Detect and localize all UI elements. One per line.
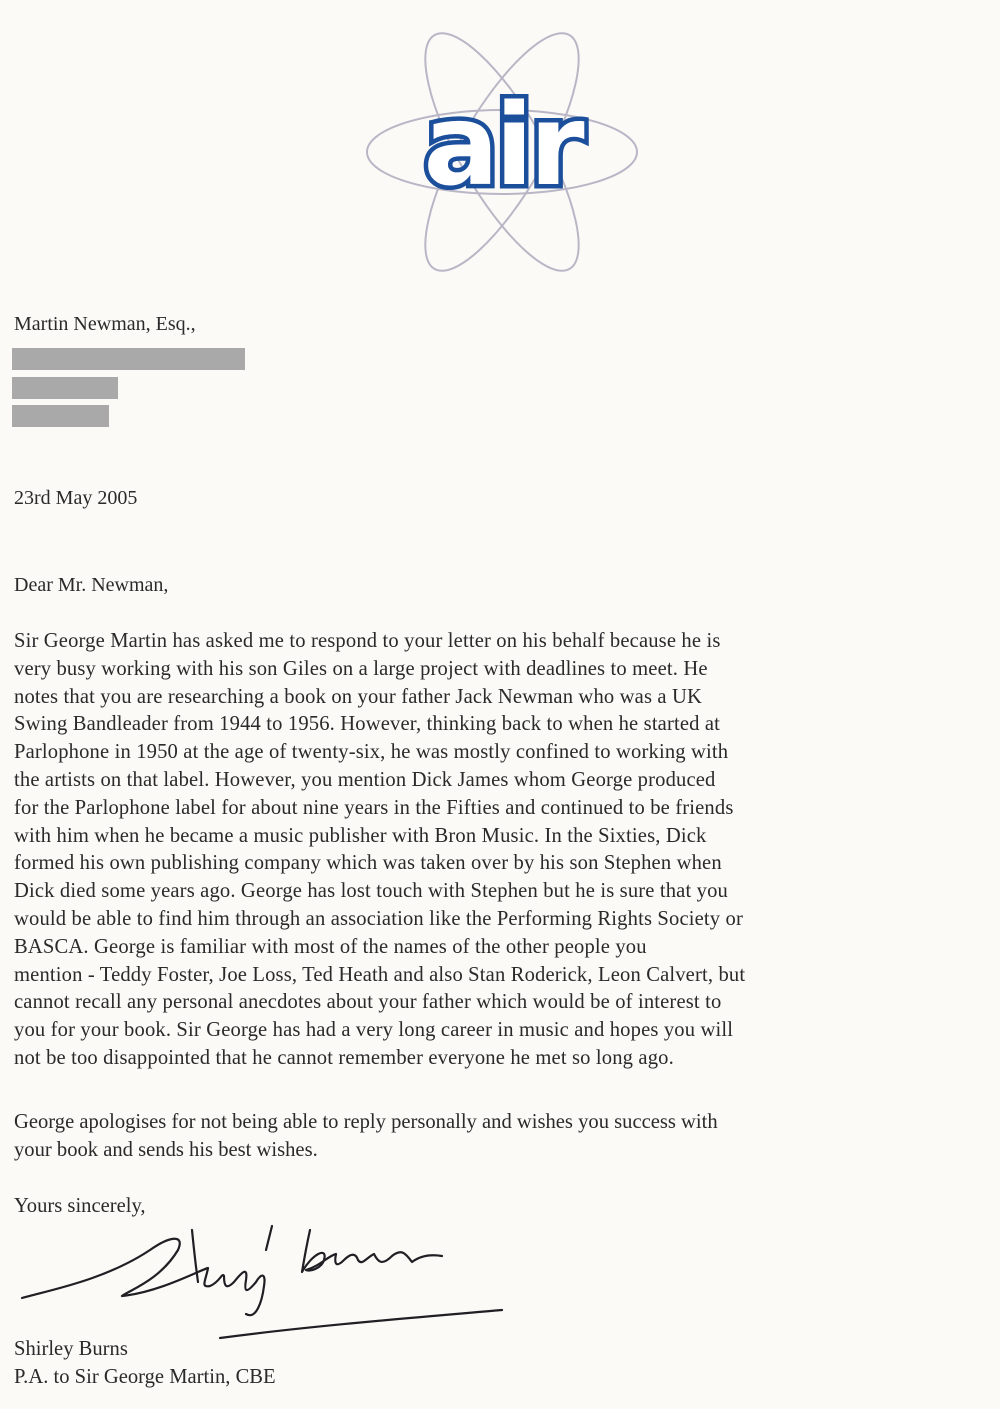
body-line: mention - Teddy Foster, Joe Loss, Ted Heath and also Stan Roderick, Leon Calvert, but [14,963,746,986]
signatory-name: Shirley Burns [14,1338,128,1360]
redacted-address-line [12,405,109,427]
body-line: Swing Bandleader from 1944 to 1956. However, thinking back to when he started at [14,713,721,736]
body-line: Parlophone in 1950 at the age of twenty-six, he was mostly confined to working with [14,741,729,764]
salutation: Dear Mr. Newman, [14,574,169,596]
body-line: Sir George Martin has asked me to respond to your letter on his behalf because he is [14,630,721,652]
redacted-address-line [12,348,245,370]
body-line: not be too disappointed that he cannot remember everyone he met so long ago. [14,1046,674,1069]
body-line: very busy working with his son Giles on a large project with deadlines to meet. He [14,657,708,680]
signatory-title: P.A. to Sir George Martin, CBE [14,1366,276,1388]
closing-line: George apologises for not being able to reply personally and wishes you success with [14,1111,718,1133]
body-line: you for your book. Sir George has had a very long career in music and hopes you will [14,1019,734,1042]
recipient-name: Martin Newman, Esq., [14,313,196,335]
body-line: would be able to find him through an association like the Performing Rights Society or [14,907,743,930]
recipient-block [14,312,196,336]
body-line: cannot recall any personal anecdotes about your father which would be of interest to [14,991,722,1014]
body-line: the artists on that label. However, you mention Dick James whom George produced [14,768,716,791]
redacted-address-line [12,377,118,399]
air-logo [360,22,645,282]
body-line: Dick died some years ago. George has lost touch with Stephen but he is sure that you [14,880,728,903]
letter-date: 23rd May 2005 [14,487,138,509]
closing-paragraph [14,1108,994,1164]
body-line: for the Parlophone label for about nine years in the Fifties and continued to be friends [14,796,734,819]
body-line: with him when he became a music publisher with Bron Music. In the Sixties, Dick [14,824,707,847]
logo-wordmark: air [423,81,581,211]
body-line: formed his own publishing company which was taken over by his son Stephen when [14,852,722,875]
body-line: BASCA. George is familiar with most of the names of the other people you [14,935,647,958]
closing-line: your book and sends his best wishes. [14,1139,318,1161]
body-line: notes that you are researching a book on your father Jack Newman who was a UK [14,685,703,708]
handwritten-signature [10,1210,510,1355]
signoff: Yours sincerely, [14,1195,146,1217]
body-paragraph [14,628,994,1073]
